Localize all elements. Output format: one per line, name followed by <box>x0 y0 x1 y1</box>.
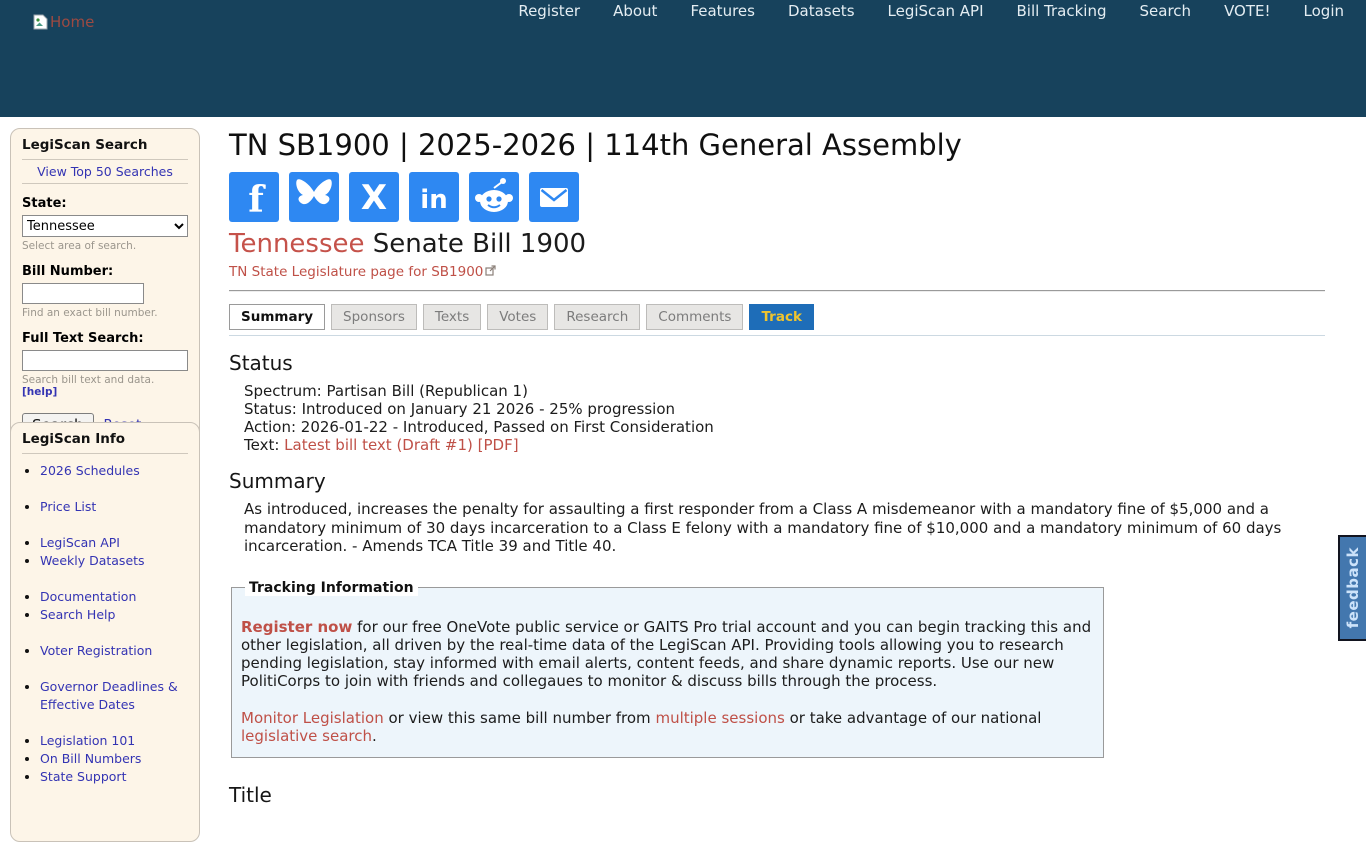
multiple-sessions-link[interactable]: multiple sessions <box>655 708 785 727</box>
tab-summary[interactable]: Summary <box>229 304 325 330</box>
info-panel-title: LegiScan Info <box>22 431 125 447</box>
divider <box>229 290 1325 292</box>
site-header <box>0 0 1366 117</box>
title-section-heading: Title <box>229 783 272 808</box>
bill-tabs <box>229 304 1325 336</box>
tracking-information-legend: Tracking Information <box>245 580 418 596</box>
list-item <box>40 642 188 660</box>
state-legislature-page-link[interactable]: TN State Legislature page for SB1900 <box>229 264 484 280</box>
nav-datasets[interactable]: Datasets <box>787 2 855 20</box>
list-item <box>40 750 188 768</box>
list-item <box>40 768 188 786</box>
divider <box>22 453 188 454</box>
info-link-documentation[interactable]: Documentation <box>40 589 137 604</box>
feedback-tab[interactable] <box>1338 535 1366 641</box>
list-item <box>40 588 188 606</box>
list-item <box>40 552 188 570</box>
nav-search[interactable]: Search <box>1139 2 1192 20</box>
info-link-search-help[interactable]: Search Help <box>40 607 116 622</box>
main-content <box>229 128 1325 807</box>
monitor-legislation-link[interactable]: Monitor Legislation <box>241 708 384 727</box>
summary-text: As introduced, increases the penalty for assaulting a first responder from a Class A misdemeanor with a mandatory fine of $5,000 and a mandatory minimum of 30 days incarceration to a Class E felony with a mandatory fine of $10,000 and a mandatory minimum of 60 days incarceration. - Amends TCA Title 39 and Title 40. <box>244 500 1282 555</box>
list-item <box>40 462 188 480</box>
full-text-hint-text: Search bill text and data. <box>22 374 155 386</box>
share-bluesky-button[interactable] <box>289 172 339 222</box>
search-panel-title: LegiScan Search <box>22 137 148 153</box>
info-link-price-list[interactable]: Price List <box>40 499 97 514</box>
tracking-p1-text: for our free OneVote public service or GAITS Pro trial account and you can begin tracking this and other legislation, all driven by the real-time data of the LegiScan API. Providing tools allowing you to research pending legislation, stay informed with email alerts, content feeds, and share dynamic reports. Use our new PolitiCorps to join with friends and collegaues to monitor & discuss bills through the process. <box>241 617 1092 691</box>
list-item <box>40 678 188 714</box>
legiscan-search-panel <box>10 128 200 450</box>
nav-login[interactable]: Login <box>1303 2 1344 20</box>
divider <box>22 159 188 160</box>
feedback-label: feedback <box>1344 547 1362 629</box>
nav-register[interactable]: Register <box>518 2 581 20</box>
status-status-line: Status: Introduced on January 21 2026 - 25% progression <box>244 400 676 418</box>
tab-votes[interactable]: Votes <box>487 304 548 330</box>
nav-legiscan-api[interactable]: LegiScan API <box>887 2 984 20</box>
legislative-search-link[interactable]: legislative search <box>241 726 373 745</box>
share-email-button[interactable] <box>529 172 579 222</box>
state-link[interactable]: Tennessee <box>229 229 365 259</box>
status-details <box>229 382 1325 454</box>
nav-bill-tracking[interactable]: Bill Tracking <box>1016 2 1107 20</box>
info-link-list <box>22 462 188 786</box>
home-label: Home <box>50 13 95 31</box>
full-text-search-label: Full Text Search: <box>22 331 144 346</box>
state-select[interactable] <box>22 215 188 237</box>
tracking-p2-text-3: . <box>372 726 377 745</box>
facebook-icon <box>229 172 279 222</box>
x-twitter-icon <box>349 172 399 222</box>
tab-comments[interactable]: Comments <box>646 304 743 330</box>
svg-text:X: X <box>360 178 388 218</box>
share-buttons <box>229 172 1325 222</box>
full-text-hint <box>22 374 188 398</box>
share-facebook-button[interactable] <box>229 172 279 222</box>
svg-text:f: f <box>248 179 264 221</box>
email-icon <box>529 172 579 222</box>
summary-section-heading: Summary <box>229 469 326 493</box>
nav-about[interactable]: About <box>613 2 658 20</box>
tab-research[interactable]: Research <box>554 304 640 330</box>
bill-number-input[interactable] <box>22 283 144 304</box>
svg-text:in: in <box>420 185 448 215</box>
info-link-state-support[interactable]: State Support <box>40 769 127 784</box>
bluesky-butterfly-icon <box>289 172 339 222</box>
list-item <box>40 498 188 516</box>
tab-texts[interactable]: Texts <box>423 304 481 330</box>
list-item <box>40 606 188 624</box>
share-x-twitter-button[interactable] <box>349 172 399 222</box>
list-item <box>40 534 188 552</box>
tracking-p2-text-2: or take advantage of our national <box>784 708 1042 727</box>
info-link-governor-deadlines[interactable]: Governor Deadlines & Effective Dates <box>40 679 178 712</box>
bill-heading-rest: Senate Bill 1900 <box>364 229 587 259</box>
info-link-legiscan-api[interactable]: LegiScan API <box>40 535 120 550</box>
help-link[interactable]: [help] <box>22 386 58 398</box>
info-link-legislation-101[interactable]: Legislation 101 <box>40 733 136 748</box>
reddit-icon <box>469 172 519 222</box>
nav-vote[interactable]: VOTE! <box>1224 2 1271 20</box>
latest-bill-text-link[interactable]: Latest bill text (Draft #1) [PDF] <box>284 436 519 454</box>
info-link-weekly-datasets[interactable]: Weekly Datasets <box>40 553 145 568</box>
full-text-search-input[interactable] <box>22 350 188 371</box>
info-link-on-bill-numbers[interactable]: On Bill Numbers <box>40 751 142 766</box>
tab-track[interactable]: Track <box>749 304 813 330</box>
view-top-50-searches-link[interactable]: View Top 50 Searches <box>37 164 173 179</box>
status-text-label: Text: <box>244 436 285 454</box>
info-link-2026-schedules[interactable]: 2026 Schedules <box>40 463 140 478</box>
page-title: TN SB1900 | 2025-2026 | 114th General Assembly <box>229 128 962 162</box>
home-link[interactable] <box>33 13 94 31</box>
tracking-paragraph-2 <box>241 709 1094 746</box>
bill-heading <box>229 229 1325 259</box>
legiscan-info-panel <box>10 422 200 842</box>
top-navigation <box>518 1 1344 21</box>
state-hint: Select area of search. <box>22 240 137 252</box>
bill-number-hint: Find an exact bill number. <box>22 307 158 319</box>
register-now-link[interactable]: Register now <box>241 617 353 636</box>
info-link-voter-registration[interactable]: Voter Registration <box>40 643 153 658</box>
tracking-paragraph-1 <box>241 618 1094 691</box>
status-section-heading: Status <box>229 351 293 375</box>
share-reddit-button[interactable] <box>469 172 519 222</box>
share-linkedin-button[interactable] <box>409 172 459 222</box>
divider <box>22 183 188 184</box>
broken-image-icon <box>33 14 48 30</box>
status-text-line <box>244 436 1325 454</box>
state-label: State: <box>22 196 67 211</box>
status-action-line: Action: 2026-01-22 - Introduced, Passed on First Consideration <box>244 418 714 436</box>
linkedin-icon <box>409 172 459 222</box>
list-item <box>40 732 188 750</box>
bill-number-label: Bill Number: <box>22 264 114 279</box>
nav-features[interactable]: Features <box>690 2 755 20</box>
external-link-icon <box>485 265 496 276</box>
tracking-information-panel <box>231 580 1104 759</box>
tab-sponsors[interactable]: Sponsors <box>331 304 417 330</box>
tracking-p2-text-1: or view this same bill number from <box>383 708 656 727</box>
status-spectrum-line: Spectrum: Partisan Bill (Republican 1) <box>244 382 528 400</box>
